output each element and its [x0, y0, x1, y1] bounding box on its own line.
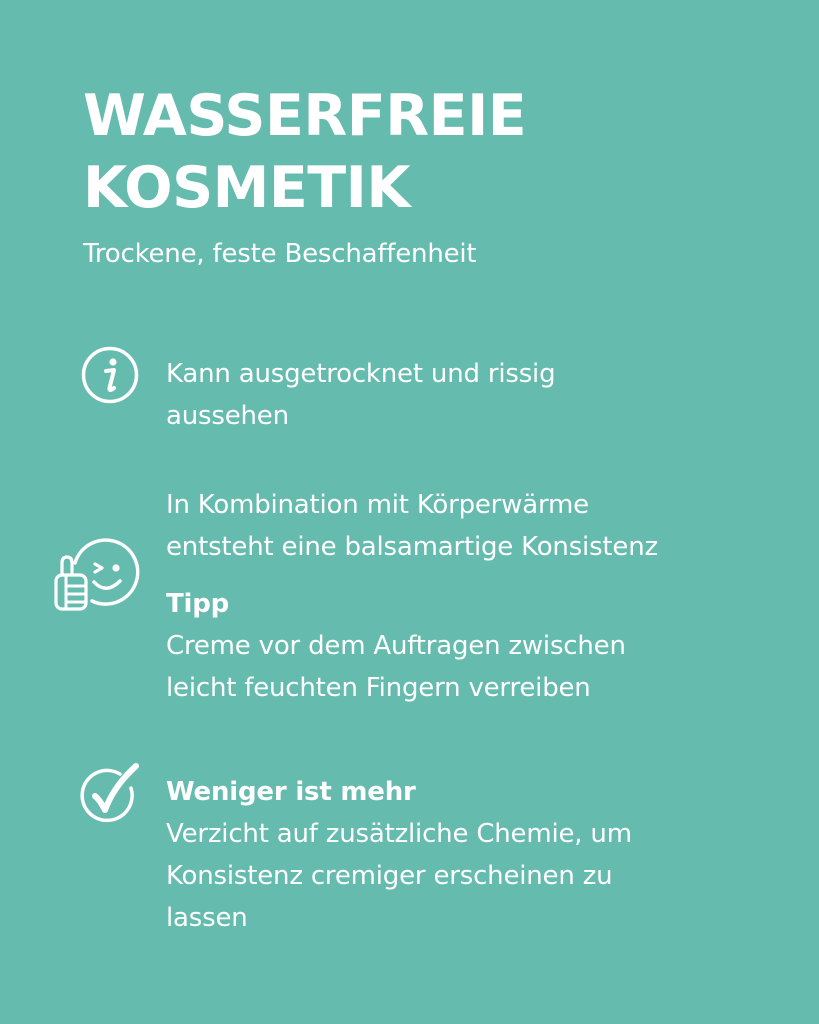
info-text — [166, 353, 555, 437]
title-line: WASSERFREIE — [83, 83, 527, 149]
check-heading: Weniger ist mehr — [166, 777, 416, 807]
winking-thumbs-up-icon — [52, 533, 142, 613]
info-icon — [81, 346, 139, 404]
tip-detail-line: Creme vor dem Auftragen zwischen — [166, 631, 626, 661]
page-title — [83, 80, 526, 224]
check-detail-line: lassen — [166, 903, 248, 933]
tip-heading: Tipp — [166, 589, 230, 619]
check-detail-line: Konsistenz cremiger erscheinen zu — [166, 861, 613, 891]
tip-intro-text — [166, 484, 658, 568]
info-text-line: Kann ausgetrocknet und rissig — [166, 359, 556, 389]
title-line: KOSMETIK — [83, 155, 411, 221]
check-detail-line: Verzicht auf zusätzliche Chemie, um — [166, 819, 632, 849]
tip-detail-text — [166, 625, 626, 709]
page-subtitle: Trockene, feste Beschaffenheit — [83, 239, 477, 269]
info-text-line: aussehen — [166, 401, 289, 431]
tip-intro-line: In Kombination mit Körperwärme — [166, 490, 589, 520]
tip-intro-line: entsteht eine balsamartige Konsistenz — [166, 532, 658, 562]
check-detail-text — [166, 813, 632, 939]
checkmark-circle-icon — [80, 762, 142, 826]
tip-detail-line: leicht feuchten Fingern verreiben — [166, 673, 591, 703]
